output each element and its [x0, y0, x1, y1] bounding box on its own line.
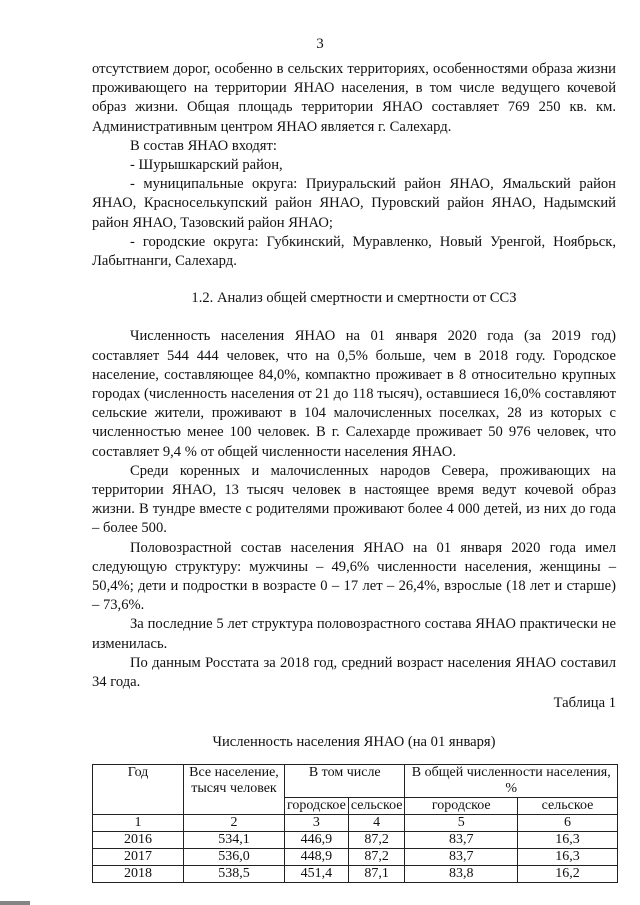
paragraph: отсутствием дорог, особенно в сельских территориях, особенностями образа жизни проживающего на территории ЯНАО населения, в том числе ведущего кочевой образ жизни. Общая площадь территории ЯНАО составляет 769 250 кв. км. Административным центром ЯНАО является г. Салехард. — [92, 61, 616, 135]
column-number-row — [93, 814, 618, 831]
scan-edge-mark — [0, 901, 640, 905]
table-cell: 2 — [184, 814, 285, 831]
table-caption: Таблица 1 — [553, 695, 616, 712]
header-urban-pct: городское — [405, 797, 518, 814]
table-cell: 83,7 — [405, 848, 518, 865]
table-cell: 83,8 — [405, 865, 518, 882]
table-cell: 5 — [405, 814, 518, 831]
table-cell: 448,9 — [285, 848, 349, 865]
paragraph: По данным Росстата за 2018 год, средний возраст населения ЯНАО составил 34 года. — [92, 654, 616, 691]
table-row — [93, 865, 618, 882]
header-including: В том числе — [285, 764, 405, 797]
population-table — [92, 764, 618, 883]
table-cell: 83,7 — [405, 831, 518, 848]
paragraph: Половозрастной состав населения ЯНАО на 01 января 2020 года имел следующую структуру: мужчины – 49,6% численности населения, женщины – 50,4%; дети и подростки в возрасте 0 – 17 лет – 26,4%, взрослые (18 лет и старше) – 73,6%. — [92, 539, 616, 614]
body-text — [92, 60, 616, 883]
table-cell: 87,2 — [348, 831, 405, 848]
paragraph: Численность населения ЯНАО на 01 января 2020 года (за 2019 год) составляет 544 444 человек, что на 0,5% больше, чем в 2018 году. Городское население, составляющее 84,0%, компактно проживает в 8 относительно крупных городах (численность населения от 21 до 118 тысяч), оставшиеся 16,0% составляют сельские жители, проживают в 104 малочисленных поселках, 28 из которых с численностью менее 100 человек. В г. Салехарде проживает 50 976 человек, что составляет 9,4 % от общей численности населения ЯНАО. — [92, 328, 616, 460]
table-cell: 16,2 — [518, 865, 618, 882]
table-cell: 16,3 — [518, 848, 618, 865]
table-row — [93, 848, 618, 865]
table-cell: 4 — [348, 814, 405, 831]
table-cell: 536,0 — [184, 848, 285, 865]
header-urban: городское — [285, 797, 349, 814]
table-title: Численность населения ЯНАО (на 01 января) — [212, 733, 496, 750]
table-cell: 6 — [518, 814, 618, 831]
table-cell: 87,1 — [348, 865, 405, 882]
table-cell: 87,2 — [348, 848, 405, 865]
table-cell: 3 — [285, 814, 349, 831]
table-cell: 534,1 — [184, 831, 285, 848]
list-item: - муниципальные округа: Приуральский район ЯНАО, Ямальский район ЯНАО, Красноселькупский район ЯНАО, Пуровский район ЯНАО, Надымский район ЯНАО, Тазовский район ЯНАО; — [92, 176, 616, 231]
list-item: - Шурышкарский район, — [130, 157, 283, 174]
list-item: - городские округа: Губкинский, Муравленко, Новый Уренгой, Ноябрьск, Лабытнанги, Салехард. — [92, 233, 616, 270]
table-cell: 16,3 — [518, 831, 618, 848]
paragraph: В состав ЯНАО входят: — [130, 137, 277, 154]
header-rural: сельское — [348, 797, 405, 814]
table-cell: 2016 — [93, 831, 184, 848]
page-number: 3 — [316, 36, 324, 52]
section-heading: 1.2. Анализ общей смертности и смертности от ССЗ — [191, 290, 517, 307]
table-cell: 451,4 — [285, 865, 349, 882]
table-cell: 446,9 — [285, 831, 349, 848]
paragraph: Среди коренных и малочисленных народов Севера, проживающих на территории ЯНАО, 13 тысяч человек в настоящее время ведут кочевой образ жизни. В тундре вместе с родителями проживают более 4 000 детей, из них до года – более 500. — [92, 462, 616, 537]
header-share: В общей численности населения, % — [405, 764, 618, 797]
paragraph: За последние 5 лет структура половозрастного состава ЯНАО практически не изменилась. — [92, 616, 616, 652]
table-cell: 538,5 — [184, 865, 285, 882]
table-cell: 2017 — [93, 848, 184, 865]
header-rural-pct: сельское — [518, 797, 618, 814]
header-total: Все население, тысяч человек — [184, 764, 285, 814]
table-cell: 2018 — [93, 865, 184, 882]
header-year: Год — [93, 764, 184, 814]
table-cell: 1 — [93, 814, 184, 831]
table-row — [93, 831, 618, 848]
